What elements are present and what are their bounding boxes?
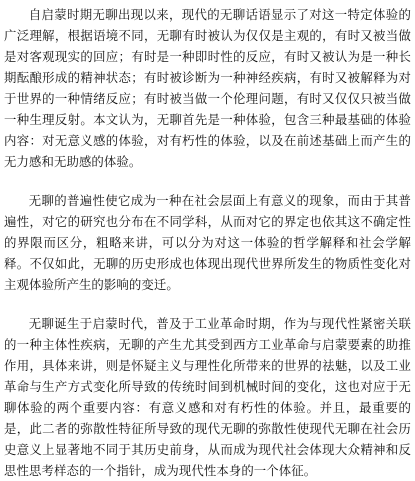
paragraph-1: 自启蒙时期无聊出现以来，现代的无聊话语显示了对这一特定体验的广泛理解，根据语境不同，无聊有时被认为仅仅是主观的，有时又被当做是对客观现实的回应；有时是一种即时性的反应，有时又被认为是一种长期酝酿形成的精神状态；有时被诊断为一种神经疾病，有时又被解释为对于世界的一种情绪反应；有时被当做一个伦理问题，有时又仅仅只被当做一种生理反射。本文认为，无聊首先是一种体验，包含三种最基础的体验内容：对无意义感的体验，对有朽性的体验，以及在前述基础上而产生的无力感和无助感的体验。	[4, 7, 411, 169]
paragraph-3: 无聊诞生于启蒙时代，普及于工业革命时期，作为与现代性紧密关联的一种主体性疾病，无聊的产生尤其受到西方工业革命与启蒙要素的助推作用，具体来讲，则是怀疑主义与理性化所带来的世界的祛魅，以及工业革命与生产方式变化所导致的传统时间到机械时间的变化，这也对应于无聊体验的两个重要内容：有意义感和对有朽性的体验。并且，最重要的是，此二者的弥散性特征所导致的现代无聊的弥散性使现代无聊在社会历史意义上显著地不同于其历史前身，从而成为现代社会体现大众精神和反思性思考样态的一个指针，成为现代性本身的一个体征。	[4, 316, 411, 478]
paragraph-2: 无聊的普遍性使它成为一种在社会层面上有意义的现象，而由于其普遍性，对它的研究也分布在不同学科，从而对它的界定也依其这不确定性的界限而区分，粗略来讲，可以分为对这一体验的哲学解释和社会学解释。不仅如此，无聊的历史形成也体现出现代世界所发生的物质性变化对主观体验所产生的影响的变迁。	[4, 193, 411, 292]
